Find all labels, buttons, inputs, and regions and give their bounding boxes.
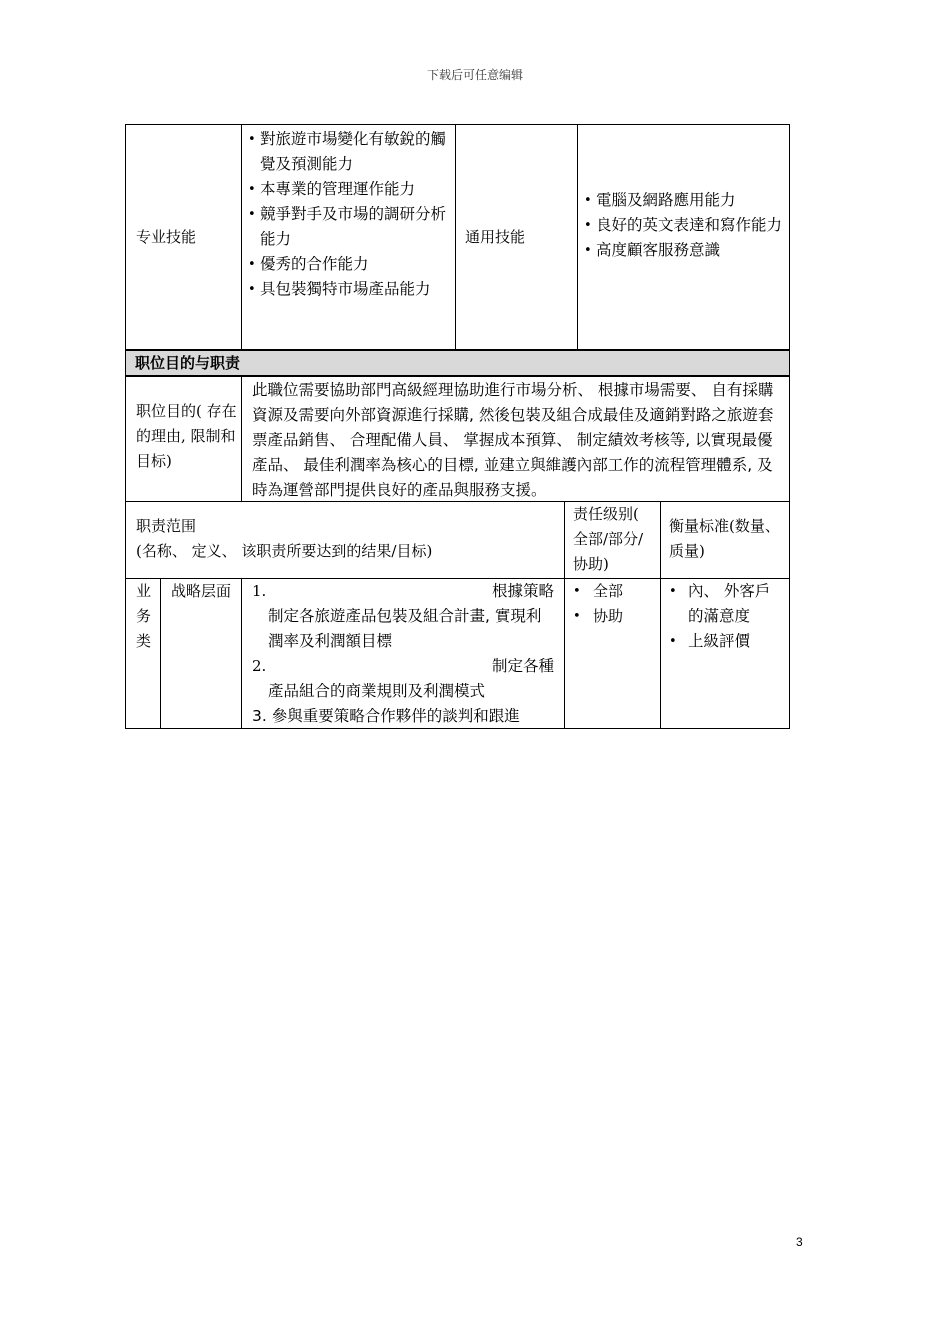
list-item: • 高度顧客服務意識 bbox=[584, 238, 784, 263]
pro-skills-label-cell bbox=[125, 124, 241, 350]
measure-label-cell bbox=[660, 501, 790, 578]
pro-skills-list bbox=[248, 127, 449, 302]
gen-skills-list bbox=[584, 188, 784, 263]
purpose-text: 此職位需要協助部門高級經理協助進行市場分析、 根據市場需要、 自有採購資源及需要向外部資源進行採購, 然後包裝及組合成最佳及適銷對路之旅遊套票產品銷售、 合理配備人員、 掌握成本預算、 制定績效考核等, 以實現最優產品、 最佳利潤率為核心的目標, 並建立與維護內部工作的流程管理體系, 及時為運營部門提供良好的產品與服務支援。 bbox=[252, 381, 774, 499]
page-header: 下载后可任意编辑 bbox=[426, 68, 523, 82]
level-label-cell bbox=[564, 501, 660, 578]
section-bottom-rule bbox=[125, 375, 790, 377]
sub-category-cell bbox=[160, 578, 241, 729]
category-label: 业务类 bbox=[136, 582, 152, 650]
measure-label: 衡量标准(数量、 质量) bbox=[669, 517, 780, 560]
list-item: • 具包裝獨特市場產品能力 bbox=[248, 277, 449, 302]
list-item: • 優秀的合作能力 bbox=[248, 252, 449, 277]
section-title bbox=[125, 350, 790, 376]
levels-list bbox=[573, 579, 654, 629]
table-right-border bbox=[789, 124, 790, 729]
duty-item-2-head bbox=[252, 654, 554, 679]
list-item: • 對旅遊市場變化有敏銳的觸覺及預測能力 bbox=[248, 127, 449, 177]
measures-cell bbox=[660, 578, 790, 729]
purpose-text-cell bbox=[241, 376, 790, 501]
list-item: • 本專業的管理運作能力 bbox=[248, 177, 449, 202]
section-top-rule bbox=[125, 349, 790, 351]
duties-cell bbox=[241, 578, 564, 729]
scope-label-line1: 职责范围 bbox=[136, 517, 197, 535]
scope-label-cell bbox=[125, 501, 564, 578]
pro-skills-label: 专业技能 bbox=[136, 228, 197, 246]
list-item: • 競爭對手及市場的調研分析能力 bbox=[248, 202, 449, 252]
duty-item-1-number: 1. bbox=[252, 582, 267, 600]
duty-item-2-tail: 制定各種 bbox=[491, 657, 554, 675]
duty-item-1-tail: 根據策略 bbox=[491, 582, 554, 600]
scope-label-line2: (名称、 定义、 该职责所要达到的结果/目标) bbox=[136, 542, 433, 560]
list-item: • 协助 bbox=[573, 604, 654, 629]
list-item: • 全部 bbox=[573, 579, 654, 604]
list-item: • 內、 外客戶的滿意度 bbox=[669, 579, 782, 629]
list-item: • 上級評價 bbox=[669, 629, 782, 654]
purpose-label-cell bbox=[125, 376, 241, 501]
list-item: • 電腦及網路應用能力 bbox=[584, 188, 784, 213]
section-title-text: 职位目的与职责 bbox=[135, 354, 241, 372]
gen-skills-label: 通用技能 bbox=[465, 228, 526, 246]
purpose-label: 职位目的( 存在的理由, 限制和目标) bbox=[136, 402, 237, 470]
page-number: 3 bbox=[796, 1235, 803, 1249]
pro-skills-cell bbox=[241, 124, 455, 350]
duty-item-3: 3. 參與重要策略合作夥伴的談判和跟進 bbox=[252, 707, 520, 725]
sub-category-label: 战略层面 bbox=[171, 582, 232, 600]
job-description-table bbox=[125, 124, 790, 729]
gen-skills-cell bbox=[577, 124, 790, 350]
duty-item-1-head bbox=[252, 579, 554, 604]
level-label: 责任级别( 全部/部分/协助) bbox=[573, 505, 644, 573]
duty-item-1-text: 制定各旅遊產品包裝及組合計畫, 實現利潤率及利潤額目標 bbox=[268, 607, 542, 650]
levels-cell bbox=[564, 578, 660, 729]
measures-list bbox=[669, 579, 782, 654]
gen-skills-label-cell bbox=[455, 124, 577, 350]
list-item: • 良好的英文表達和寫作能力 bbox=[584, 213, 784, 238]
table-bottom-border bbox=[125, 728, 790, 729]
duty-item-2-number: 2. bbox=[252, 657, 267, 675]
category-cell bbox=[125, 578, 160, 729]
duty-item-2-text: 產品組合的商業規則及利潤模式 bbox=[268, 682, 486, 700]
